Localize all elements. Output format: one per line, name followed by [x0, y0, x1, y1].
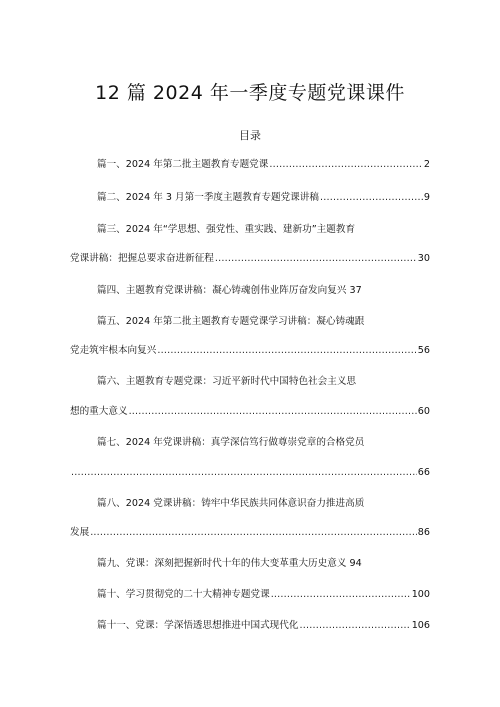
- toc-entry-continuation[interactable]: [70, 524, 430, 540]
- toc-leader-dots: [89, 526, 417, 540]
- toc-entry[interactable]: [97, 189, 430, 205]
- toc-entry-page: 30: [417, 253, 430, 264]
- toc-entry-title-cont: 发展: [70, 527, 90, 538]
- toc-entry[interactable]: [97, 282, 430, 298]
- toc-entry[interactable]: [97, 495, 430, 511]
- toc-entry-page: 60: [417, 406, 430, 417]
- toc-entry-page: 100: [411, 589, 430, 600]
- toc-entry-title: 篇一、2024 年第二批主题教育专题党课: [97, 159, 269, 170]
- toc-entry-title-cont: 想的重大意义: [70, 406, 128, 417]
- toc-entry[interactable]: [97, 617, 430, 633]
- toc-entry[interactable]: [97, 313, 430, 329]
- toc-entry-title: 篇五、2024 年第二批主题教育专题党课学习讲稿：凝心铸魂跟: [97, 316, 365, 327]
- toc-entry-continuation[interactable]: [70, 464, 430, 480]
- toc-entry[interactable]: [97, 156, 430, 172]
- toc-leader-dots: [298, 619, 410, 633]
- toc-entry-title: 篇十一、党课：学深悟透思想推进中国式现代化: [97, 620, 299, 631]
- toc-entry-title: 篇四、主题教育党课讲稿：凝心铸魂创伟业阵厉奋发向复兴 37: [97, 285, 362, 296]
- toc-entry-title: 篇六、主题教育专题党课：习近平新时代中国特色社会主义思: [97, 376, 357, 387]
- toc-entry-page: 106: [411, 620, 430, 631]
- toc-entry[interactable]: [97, 221, 430, 237]
- toc-entry-continuation[interactable]: [70, 342, 430, 358]
- toc-entry[interactable]: [97, 434, 430, 450]
- toc-entry-title: 篇二、2024 年 3 月第一季度主题教育专题党课讲稿: [97, 192, 319, 203]
- toc-leader-dots: [319, 191, 423, 205]
- toc-entry[interactable]: [97, 373, 430, 389]
- toc-entry-title: 篇三、2024 年“学思想、强党性、重实践、建新功”主题教育: [97, 224, 356, 235]
- toc-entry-title: 篇八、2024 党课讲稿：铸牢中华民族共同体意识奋力推进高质: [97, 498, 365, 509]
- toc-entry-page: 56: [417, 345, 430, 356]
- toc-entry-title: 篇九、党课：深刻把握新时代十年的伟大变革重大历史意义 94: [97, 558, 362, 569]
- toc-entry-page: 86: [417, 527, 430, 538]
- toc-entry-continuation[interactable]: [70, 250, 430, 266]
- toc-entry-title: 篇七、2024 年党课讲稿：真学深信笃行做尊崇党章的合格党员: [97, 437, 365, 448]
- toc-entry-page: 2: [423, 159, 430, 170]
- toc-entry-page: 9: [423, 192, 430, 203]
- toc-leader-dots: [156, 344, 416, 358]
- toc-entry-page: 66: [417, 467, 430, 478]
- toc-leader-dots: [128, 405, 417, 419]
- toc-leader-dots: [270, 588, 411, 602]
- toc-entry[interactable]: [97, 586, 430, 602]
- toc-entry-title-cont: 党课讲稿：把握总要求奋进新征程: [70, 253, 214, 264]
- toc-leader-dots: [214, 252, 417, 266]
- document-title: 12 篇 2024 年一季度专题党课课件: [95, 82, 405, 104]
- toc-entry-continuation[interactable]: [70, 403, 430, 419]
- toc-entry-title-cont: 党走筑牢根本向复兴: [70, 345, 157, 356]
- toc-leader-dots: [70, 466, 417, 480]
- toc-heading: 目录: [239, 129, 261, 142]
- toc-leader-dots: [268, 158, 423, 172]
- toc-entry[interactable]: [97, 555, 430, 571]
- toc-entry-title: 篇十、学习贯彻党的二十大精神专题党课: [97, 589, 270, 600]
